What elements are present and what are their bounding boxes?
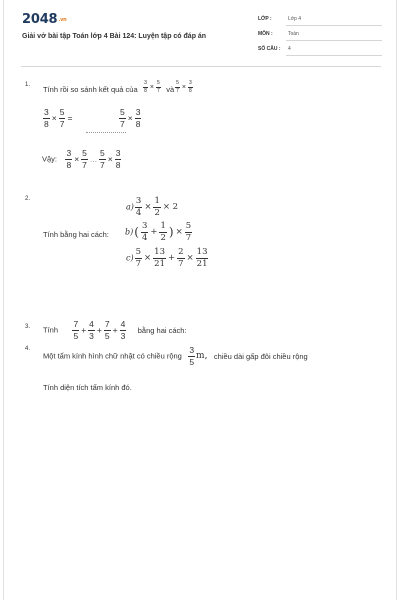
times-sign: × [74,154,80,164]
fraction: $\frac{5}{7}$ [59,107,65,129]
times-sign: × [127,113,133,123]
multiplier: × 2 [162,202,179,212]
page-title: Giải vở bài tập Toán lớp 4 Bài 124: Luyện tập có đáp án [22,33,207,40]
class-label: LỚP : [258,16,272,22]
question-1-left-expression [42,108,73,128]
subject-value: Toán [288,31,299,37]
part-label: b) [125,227,134,237]
question-3-prompt-end: bằng hai cách: [137,325,187,335]
fraction: $\frac{2}{7}$ [178,247,184,269]
fraction: $\frac{3}{4}$ [135,196,142,218]
comparison-blank[interactable]: ... [89,154,97,164]
question-4-text-end: chiều dài gấp đôi chiều rộng [213,351,308,361]
question-1-conclusion [42,149,122,169]
class-underline [286,25,382,26]
times-sign: × [107,154,113,164]
question-1-number: 1. [25,82,31,88]
fraction: $\frac{3}{8}$ [189,80,192,95]
fraction: $\frac{13}{21}$ [196,247,208,269]
fraction: $\frac{5}{7}$ [176,80,179,95]
question-3-prompt: Tính $\frac{7}{5}$ + $\frac{4}{3}$ + $\frac{7}{5}$ + $\frac{4}{3}$ bằng hai cách: [43,319,187,341]
question-1-prompt-text: Tính rồi so sánh kết quả của [43,85,138,94]
fraction: $\frac{5}{7}$ [135,247,142,269]
fraction: $\frac{4}{3}$ [89,319,94,341]
question-2-part-a: a) $\frac{3}{4}$ × $\frac{1}{2}$ × 2 [126,196,179,218]
times-sign: × [149,84,154,92]
fraction: $\frac{4}{3}$ [120,319,126,341]
question-1-prompt [43,79,194,97]
unit-meter: m, [196,351,208,361]
fraction: $\frac{1}{2}$ [154,196,160,218]
fraction: $\frac{3}{8}$ [66,148,72,170]
part-label: a) [126,202,134,212]
class-value: Lớp 4 [288,16,302,22]
fraction: $\frac{5}{7}$ [156,80,160,95]
question-1-right-expression [118,108,142,128]
fraction: $\frac{1}{2}$ [160,221,166,243]
times-sign: × [181,84,186,92]
question-2-part-c: c) $\frac{5}{7}$ × $\frac{13}{21}$ + $\frac{2}{7}$ × $\frac{13}{21}$ [126,247,208,269]
fraction: $\frac{3}{8}$ [135,107,141,129]
fraction: $\frac{7}{5}$ [73,319,79,341]
question-count-label: SỐ CÂU : [258,46,281,52]
subject-label: MÔN : [258,31,273,37]
fraction: $\frac{5}{7}$ [100,148,105,170]
question-count-value: 4 [288,46,291,52]
fraction: $\frac{3}{8}$ [115,148,121,170]
fraction: $\frac{3}{8}$ [144,80,147,95]
question-4-text-start: Một tấm kính hình chữ nhật có chiều rộng [43,351,182,361]
equals-sign: = [67,113,73,123]
conclusion-label: Vậy: [42,154,58,164]
answer-blank[interactable] [86,132,126,133]
and-word: và [166,85,175,94]
question-2-part-b: b)( $\frac{3}{4}$ + $\frac{1}{2}$ ) × $\frac{5}{7}$ [125,221,192,243]
fraction: $\frac{5}{7}$ [82,148,87,170]
logo-text: 2048 [22,12,58,27]
worksheet-page [3,0,397,600]
times-sign: × [51,113,57,123]
question-4-number: 4. [25,346,31,352]
fraction: $\frac{3}{4}$ [141,221,148,243]
part-label: c) [126,253,134,263]
fraction: $\frac{13}{21}$ [154,247,165,269]
fraction: $\frac{5}{7}$ [185,221,192,243]
question-2-prompt: Tính bằng hai cách: [43,230,109,239]
fraction: $\frac{7}{5}$ [104,319,110,341]
site-logo[interactable] [22,12,67,27]
question-4-line-2: Tính diện tích tấm kính đó. [43,383,132,392]
question-3-prompt-start: Tính [43,325,59,335]
logo-suffix: .vn [58,17,67,23]
question-4-line-1 [43,346,308,366]
fraction: $\frac{3}{8}$ [44,107,49,129]
subject-underline [286,40,382,41]
fraction: $\frac{5}{7}$ [120,107,125,129]
question-count-underline [286,55,382,56]
question-2-number: 2. [25,196,31,202]
width-fraction: $\frac{3}{5}$ [189,345,195,367]
question-3-number: 3. [25,324,31,330]
header-divider [21,66,381,67]
